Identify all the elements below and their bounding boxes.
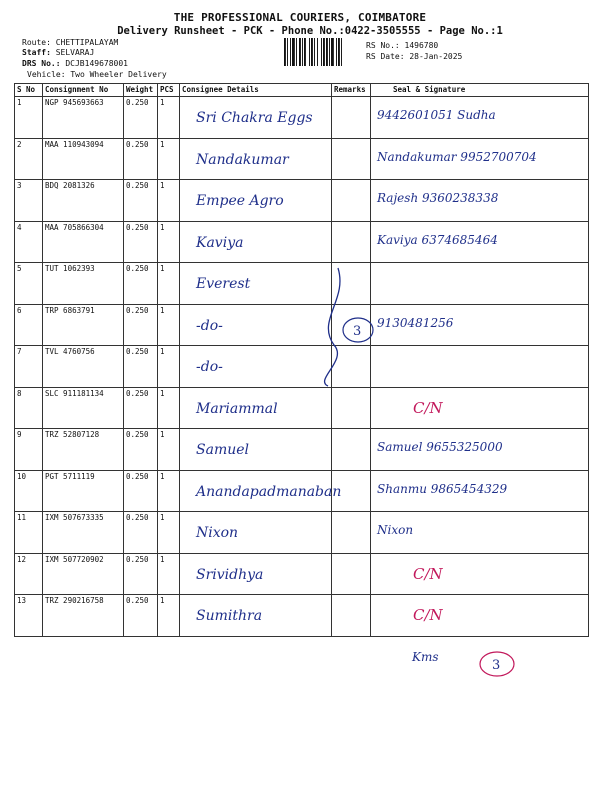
col-remarks: Remarks <box>332 84 371 97</box>
cell-pcs: 1 <box>158 595 180 637</box>
signature-handwriting: Samuel 9655325000 <box>377 440 503 454</box>
signature-handwriting: Shanmu 9865454329 <box>377 481 508 496</box>
cell-weight: 0.250 <box>124 221 158 263</box>
consignee-handwriting: Samuel <box>196 442 249 458</box>
cell-consignment-no: TRZ 52807128 <box>43 429 124 471</box>
cell-consignment-no: TRP 6863791 <box>43 304 124 346</box>
cell-consignment-no: TUT 1062393 <box>43 263 124 305</box>
rs-number: RS No.: 1496780 <box>366 41 439 50</box>
rs-date: RS Date: 28-Jan-2025 <box>366 52 463 61</box>
cell-weight: 0.250 <box>124 595 158 637</box>
cell-weight: 0.250 <box>124 304 158 346</box>
footer-count: 3 <box>492 658 501 673</box>
signature-handwriting: C/N <box>413 398 443 417</box>
cell-consignment-no: NGP 945693663 <box>43 97 124 139</box>
col-consignee: Consignee Details <box>180 84 332 97</box>
cell-weight: 0.250 <box>124 180 158 222</box>
consignee-handwriting: Sumithra <box>196 608 263 624</box>
cell-consignment-no: MAA 110943094 <box>43 138 124 180</box>
signature-handwriting: Rajesh 9360238338 <box>377 191 499 205</box>
cell-pcs: 1 <box>158 138 180 180</box>
col-pcs: PCS <box>158 84 180 97</box>
route-text: Route: CHETTIPALAYAM <box>22 38 119 47</box>
cell-pcs: 1 <box>158 470 180 512</box>
footer-initials: Kms <box>412 650 439 664</box>
cell-pcs: 1 <box>158 221 180 263</box>
cell-weight: 0.250 <box>124 512 158 554</box>
drs-number: DCJB149678001 <box>65 59 128 68</box>
signature-handwriting: Kaviya 6374685464 <box>377 232 498 247</box>
runsheet-subtitle: Delivery Runsheet - PCK - Phone No.:0422-3505555 - Page No.:1 <box>117 25 503 37</box>
vehicle-text: Vehicle: Two Wheeler Delivery <box>27 70 167 79</box>
cell-weight: 0.250 <box>124 470 158 512</box>
cell-weight: 0.250 <box>124 429 158 471</box>
cell-consignment-no: PGT 5711119 <box>43 470 124 512</box>
consignee-handwriting: Nixon <box>196 525 239 541</box>
cell-sno: 8 <box>15 387 43 429</box>
cell-sno: 12 <box>15 553 43 595</box>
staff-name: SELVARAJ <box>55 48 95 57</box>
signature-handwriting: C/N <box>413 564 443 583</box>
company-title: THE PROFESSIONAL COURIERS, COIMBATORE <box>173 11 427 24</box>
bracket-mark <box>325 268 340 386</box>
cell-weight: 0.250 <box>124 553 158 595</box>
drs-label: DRS No.: <box>22 59 61 68</box>
consignee-handwriting: -do- <box>196 317 223 334</box>
cell-pcs: 1 <box>158 97 180 139</box>
consignee-handwriting: Empee Agro <box>196 193 284 209</box>
cell-consignment-no: MAA 705866304 <box>43 221 124 263</box>
cell-sno: 5 <box>15 263 43 305</box>
cell-sno: 10 <box>15 470 43 512</box>
signature-handwriting: Nandakumar 9952700704 <box>377 149 537 164</box>
signature-handwriting: 9130481256 <box>377 315 454 330</box>
cell-sno: 9 <box>15 429 43 471</box>
cell-pcs: 1 <box>158 346 180 388</box>
consignee-handwriting: Mariammal <box>196 400 278 417</box>
signature-handwriting: C/N <box>413 606 443 624</box>
cell-weight: 0.250 <box>124 346 158 388</box>
signature-handwriting: Nixon <box>377 523 414 537</box>
cell-weight: 0.250 <box>124 97 158 139</box>
cell-pcs: 1 <box>158 429 180 471</box>
cell-weight: 0.250 <box>124 263 158 305</box>
bracket-count: 3 <box>353 324 362 339</box>
cell-consignment-no: IXM 507673335 <box>43 512 124 554</box>
cell-consignment-no: TVL 4760756 <box>43 346 124 388</box>
consignee-handwriting: Everest <box>196 276 251 292</box>
col-consignment: Consignment No <box>43 84 124 97</box>
cell-sno: 6 <box>15 304 43 346</box>
cell-pcs: 1 <box>158 263 180 305</box>
cell-pcs: 1 <box>158 304 180 346</box>
consignee-handwriting: Nandakumar <box>196 151 289 168</box>
col-signature: Seal & Signature <box>371 84 589 97</box>
cell-sno: 3 <box>15 180 43 222</box>
cell-consignment-no: IXM 507720902 <box>43 553 124 595</box>
col-weight: Weight <box>124 84 158 97</box>
cell-sno: 7 <box>15 346 43 388</box>
consignee-handwriting: Anandapadmanaban <box>196 483 342 500</box>
staff-label: Staff: <box>22 48 51 57</box>
cell-weight: 0.250 <box>124 138 158 180</box>
cell-sno: 4 <box>15 221 43 263</box>
cell-sno: 13 <box>15 595 43 637</box>
cell-consignment-no: TRZ 290216758 <box>43 595 124 637</box>
consignee-handwriting: Kaviya <box>196 234 244 251</box>
signature-handwriting: 9442601051 Sudha <box>377 108 496 122</box>
consignee-handwriting: -do- <box>196 359 223 375</box>
cell-weight: 0.250 <box>124 387 158 429</box>
cell-pcs: 1 <box>158 387 180 429</box>
col-sno: S No <box>15 84 43 97</box>
cell-consignment-no: SLC 911181134 <box>43 387 124 429</box>
cell-sno: 1 <box>15 97 43 139</box>
cell-pcs: 1 <box>158 553 180 595</box>
consignee-handwriting: Srividhya <box>196 566 264 583</box>
consignee-handwriting: Sri Chakra Eggs <box>196 110 313 126</box>
cell-consignment-no: BDQ 2081326 <box>43 180 124 222</box>
cell-pcs: 1 <box>158 180 180 222</box>
cell-sno: 11 <box>15 512 43 554</box>
cell-pcs: 1 <box>158 512 180 554</box>
cell-sno: 2 <box>15 138 43 180</box>
